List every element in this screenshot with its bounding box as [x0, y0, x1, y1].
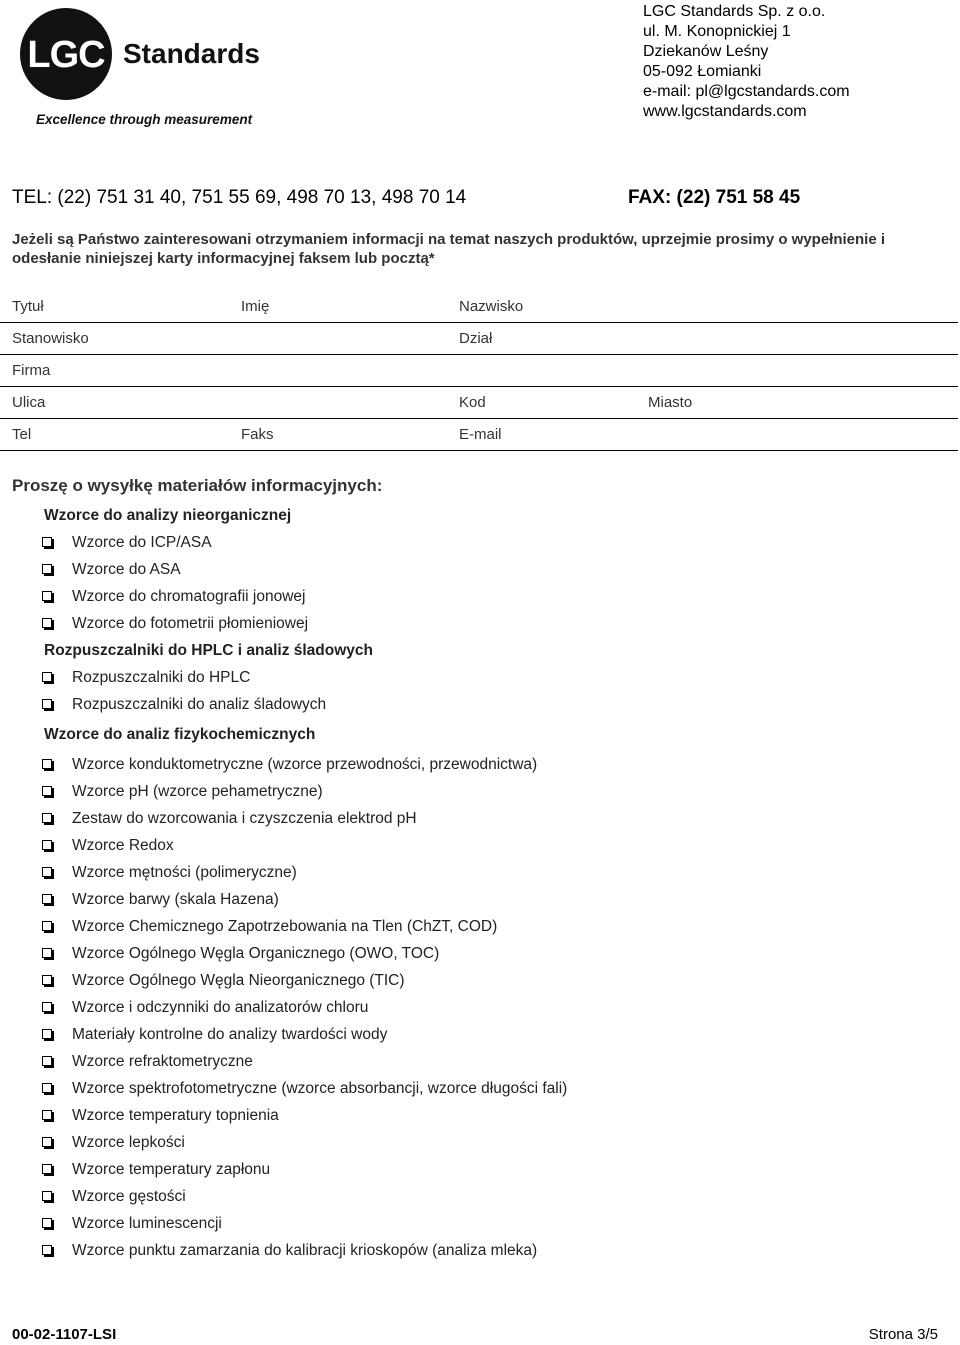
checkbox-item[interactable] — [42, 1161, 270, 1181]
checkbox-label: Wzorce Redox — [72, 837, 174, 854]
checkbox-item[interactable] — [42, 561, 181, 581]
checkbox-label: Wzorce Ogólnego Węgla Nieorganicznego (TIC) — [72, 972, 405, 989]
field-street-label[interactable]: Ulica — [12, 394, 46, 411]
checkbox-icon[interactable] — [42, 699, 52, 709]
address-postal: 05-092 Łomianki — [643, 63, 762, 80]
checkbox-item[interactable] — [42, 534, 212, 554]
checkbox-label: Wzorce temperatury topnienia — [72, 1107, 279, 1124]
intro-text: Jeżeli są Państwo zainteresowani otrzymaniem informacji na temat naszych produktów, uprzejmie prosimy o wypełnienie i odesłanie niniejszej karty informacyjnej faksem lub pocztą* — [12, 231, 886, 267]
field-last-name-label[interactable]: Nazwisko — [459, 298, 524, 315]
checkbox-item[interactable] — [42, 588, 305, 608]
checkbox-icon[interactable] — [42, 1083, 52, 1093]
checkbox-label: Wzorce barwy (skala Hazena) — [72, 891, 279, 908]
checkbox-icon[interactable] — [42, 537, 52, 547]
logo-standards-text: Standards — [123, 38, 260, 69]
form-divider — [0, 418, 958, 419]
checkbox-item[interactable] — [42, 918, 497, 938]
checkbox-icon[interactable] — [42, 1245, 52, 1255]
address-website: www.lgcstandards.com — [643, 103, 807, 120]
checkbox-icon[interactable] — [42, 1002, 52, 1012]
checkbox-icon[interactable] — [42, 786, 52, 796]
checkbox-icon[interactable] — [42, 1164, 52, 1174]
field-title-label[interactable]: Tytuł — [12, 298, 44, 315]
checkbox-label: Rozpuszczalniki do analiz śladowych — [72, 696, 327, 713]
checkbox-label: Wzorce do fotometrii płomieniowej — [72, 615, 309, 632]
checkbox-label: Wzorce Chemicznego Zapotrzebowania na Tlen (ChZT, COD) — [72, 918, 498, 935]
field-phone-label[interactable]: Tel — [12, 426, 32, 443]
checkbox-label: Wzorce do ICP/ASA — [72, 534, 212, 551]
checkbox-item[interactable] — [42, 1242, 537, 1262]
checkbox-icon[interactable] — [42, 948, 52, 958]
checkbox-icon[interactable] — [42, 1137, 52, 1147]
section-solvents-title: Rozpuszczalniki do HPLC i analiz śladowych — [44, 642, 374, 659]
checkbox-item[interactable] — [42, 1215, 222, 1235]
checkbox-label: Wzorce lepkości — [72, 1134, 185, 1151]
fax-number: FAX: (22) 751 58 45 — [628, 187, 801, 208]
logo-tagline: Excellence through measurement — [36, 112, 253, 127]
checkbox-icon[interactable] — [42, 975, 52, 985]
field-fax-label[interactable]: Faks — [241, 426, 274, 443]
checkbox-label: Wzorce konduktometryczne (wzorce przewodności, przewodnictwa) — [72, 756, 538, 773]
checkbox-item[interactable] — [42, 1188, 186, 1208]
address-locality: Dziekanów Leśny — [643, 43, 769, 60]
checkbox-item[interactable] — [42, 837, 174, 857]
checkbox-icon[interactable] — [42, 840, 52, 850]
form-divider — [0, 386, 958, 387]
checkbox-icon[interactable] — [42, 672, 52, 682]
checkbox-icon[interactable] — [42, 1191, 52, 1201]
checkbox-icon[interactable] — [42, 618, 52, 628]
checkbox-icon[interactable] — [42, 894, 52, 904]
checkbox-label: Rozpuszczalniki do HPLC — [72, 669, 251, 686]
checkbox-label: Wzorce gęstości — [72, 1188, 186, 1205]
checkbox-item[interactable] — [42, 1053, 253, 1073]
checkbox-label: Wzorce mętności (polimeryczne) — [72, 864, 297, 881]
checkbox-icon[interactable] — [42, 759, 52, 769]
checkbox-item[interactable] — [42, 1080, 567, 1100]
field-code-label[interactable]: Kod — [459, 394, 486, 411]
address-street: ul. M. Konopnickiej 1 — [643, 23, 791, 40]
checkbox-item[interactable] — [42, 972, 405, 992]
checkbox-item[interactable] — [42, 891, 279, 911]
checkbox-label: Wzorce do ASA — [72, 561, 181, 578]
checkbox-item[interactable] — [42, 999, 368, 1019]
checkbox-item[interactable] — [42, 864, 297, 884]
checkbox-icon[interactable] — [42, 1056, 52, 1066]
company-logo — [20, 8, 270, 130]
checkbox-icon[interactable] — [42, 867, 52, 877]
checkbox-item[interactable] — [42, 756, 537, 776]
company-address — [643, 2, 850, 122]
field-first-name-label[interactable]: Imię — [241, 298, 270, 315]
checkbox-label: Wzorce punktu zamarzania do kalibracji krioskopów (analiza mleka) — [72, 1242, 538, 1259]
checkbox-label: Wzorce spektrofotometryczne (wzorce absorbancji, wzorce długości fali) — [72, 1080, 568, 1097]
checkbox-label: Materiały kontrolne do analizy twardości wody — [72, 1026, 388, 1043]
checkbox-label: Wzorce luminescencji — [72, 1215, 222, 1232]
checkbox-icon[interactable] — [42, 1218, 52, 1228]
phone-numbers: TEL: (22) 751 31 40, 751 55 69, 498 70 13, 498 70 14 — [12, 187, 467, 208]
checkbox-item[interactable] — [42, 945, 439, 965]
checkbox-item[interactable] — [42, 669, 250, 689]
checkbox-icon[interactable] — [42, 921, 52, 931]
checkbox-item[interactable] — [42, 1134, 185, 1154]
checkbox-item[interactable] — [42, 783, 323, 803]
checkbox-label: Wzorce refraktometryczne — [72, 1053, 253, 1070]
checkbox-item[interactable] — [42, 810, 417, 830]
section-inorganic-title: Wzorce do analizy nieorganicznej — [44, 507, 292, 524]
checkbox-label: Wzorce temperatury zapłonu — [72, 1161, 271, 1178]
logo-lgc-text: LGC — [27, 34, 105, 76]
checkbox-icon[interactable] — [42, 564, 52, 574]
checkbox-icon[interactable] — [42, 591, 52, 601]
checkbox-item[interactable] — [42, 696, 326, 716]
field-position-label[interactable]: Stanowisko — [12, 330, 89, 347]
page-number: Strona 3/5 — [868, 1326, 938, 1343]
field-company-label[interactable]: Firma — [12, 362, 51, 379]
checkbox-item[interactable] — [42, 1026, 387, 1046]
checkbox-icon[interactable] — [42, 1029, 52, 1039]
field-email-label[interactable]: E-mail — [459, 426, 502, 443]
checkbox-label: Zestaw do wzorcowania i czyszczenia elektrod pH — [72, 810, 417, 827]
document-code: 00-02-1107-LSI — [12, 1326, 117, 1343]
checkbox-label: Wzorce do chromatografii jonowej — [72, 588, 306, 605]
form-divider — [0, 354, 958, 355]
checkbox-item[interactable] — [42, 1107, 279, 1127]
checkbox-icon[interactable] — [42, 1110, 52, 1120]
checkbox-label: Wzorce i odczynniki do analizatorów chloru — [72, 999, 369, 1016]
field-city-label[interactable]: Miasto — [648, 394, 693, 411]
address-email: e-mail: pl@lgcstandards.com — [643, 83, 850, 100]
field-department-label[interactable]: Dział — [459, 330, 493, 347]
address-company: LGC Standards Sp. z o.o. — [643, 3, 826, 20]
form-divider — [0, 450, 958, 451]
checkbox-label: Wzorce pH (wzorce pehametryczne) — [72, 783, 323, 800]
form-divider — [0, 322, 958, 323]
request-heading: Proszę o wysyłkę materiałów informacyjnych: — [12, 476, 383, 495]
checkbox-icon[interactable] — [42, 813, 52, 823]
section-physicochemical-title: Wzorce do analiz fizykochemicznych — [44, 726, 316, 743]
checkbox-label: Wzorce Ogólnego Węgla Organicznego (OWO, TOC) — [72, 945, 440, 962]
checkbox-item[interactable] — [42, 615, 308, 635]
